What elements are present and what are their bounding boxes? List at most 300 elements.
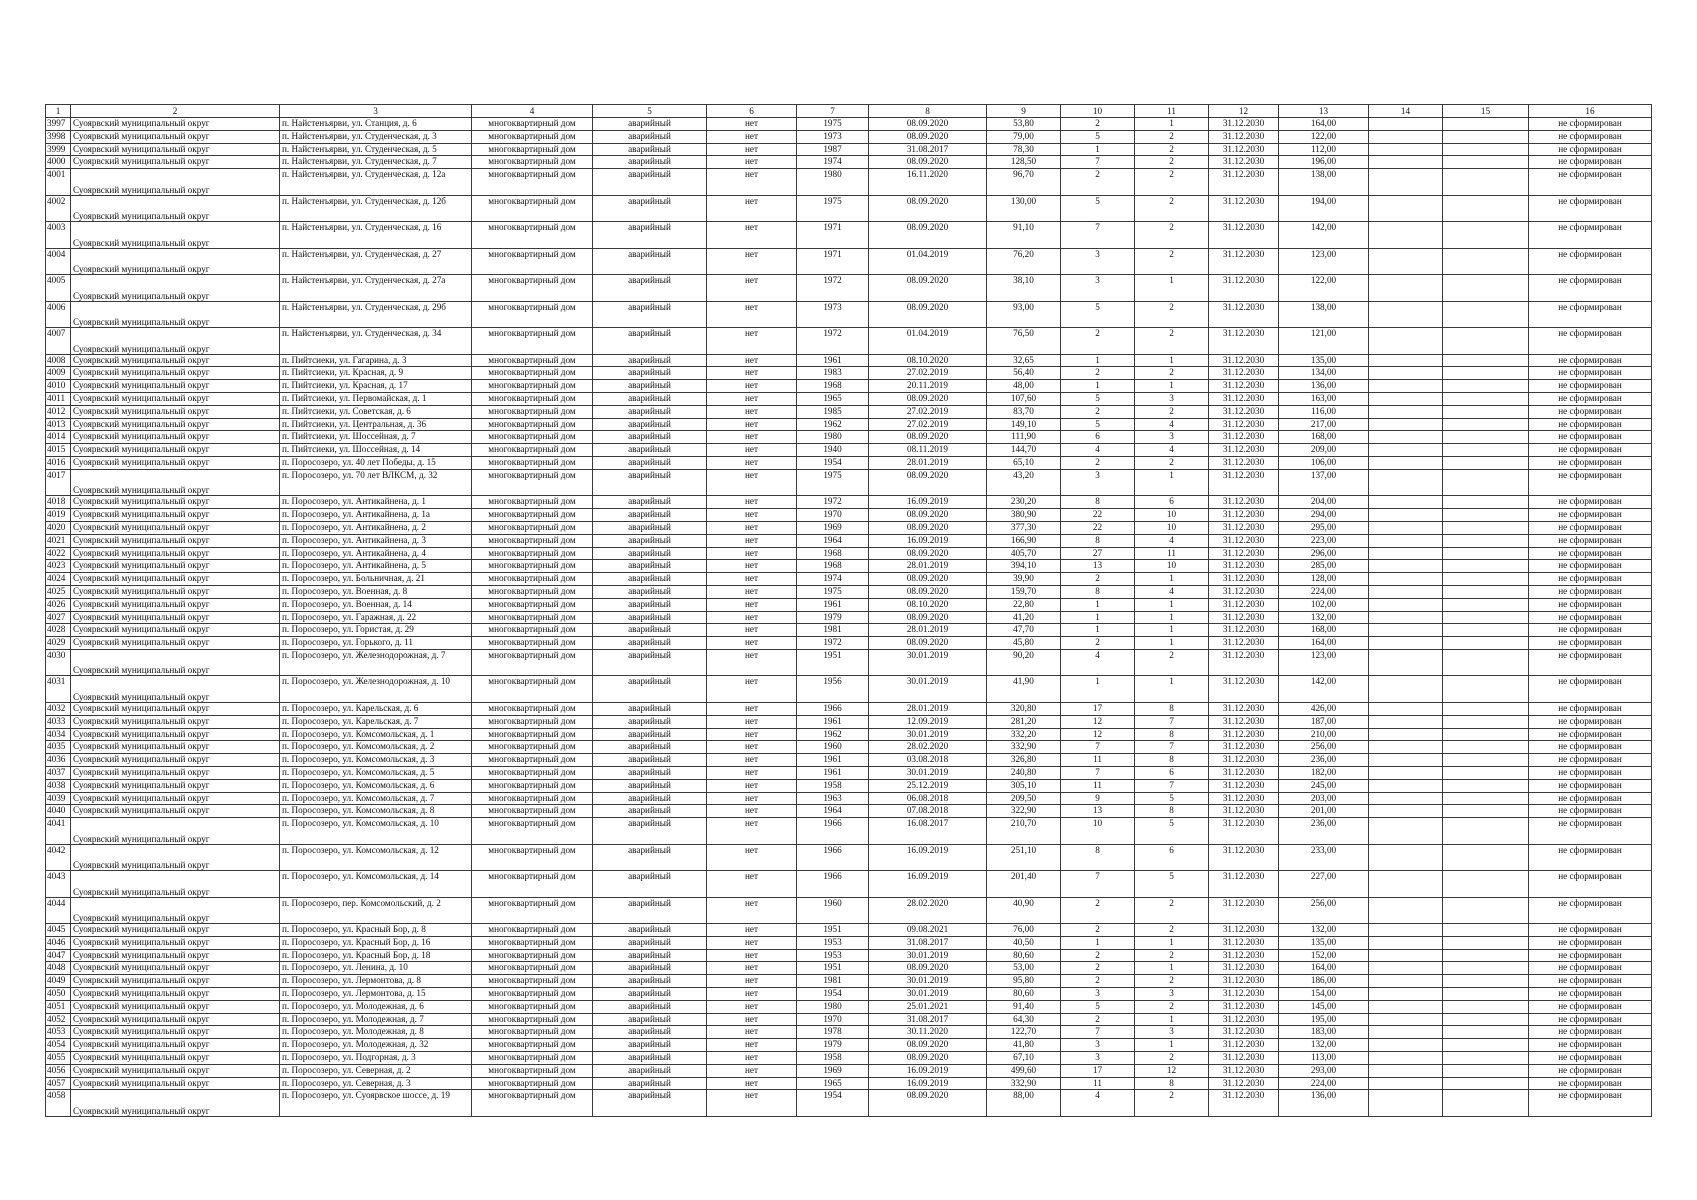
flag-cell: нет [707,949,797,962]
deadline-cell: 31.12.2030 [1209,405,1279,418]
condition-cell: аварийный [593,222,707,249]
address-cell: п. Поросозеро, ул. Комсомольская, д. 5 [280,766,472,779]
program-status-cell: не сформирован [1529,521,1652,534]
table-row [46,871,1652,898]
deadline-cell: 31.12.2030 [1209,573,1279,586]
flag-cell: нет [707,469,797,496]
empty-cell [1443,1039,1529,1052]
date-cell: 08.09.2020 [869,469,987,496]
condition-cell: аварийный [593,924,707,937]
empty-cell [1369,393,1443,406]
address-cell: п. Поросозеро, ул. Красный Бор, д. 8 [280,924,472,937]
year-cell: 1979 [797,1039,869,1052]
program-status-cell: не сформирован [1529,367,1652,380]
program-status-cell: не сформирован [1529,754,1652,767]
year-cell: 1954 [797,988,869,1001]
date-cell: 16.09.2019 [869,844,987,871]
cost-cell: 138,00 [1279,169,1369,196]
program-status-cell: не сформирован [1529,248,1652,275]
program-status-cell: не сформирован [1529,818,1652,845]
row-number-cell: 4057 [46,1077,71,1090]
owners-cell: 1 [1135,275,1209,302]
empty-cell [1369,924,1443,937]
owners-cell: 3 [1135,431,1209,444]
empty-cell [1369,1039,1443,1052]
year-cell: 1974 [797,573,869,586]
owners-cell: 12 [1135,1064,1209,1077]
table-row [46,275,1652,302]
owners-cell: 10 [1135,521,1209,534]
address-cell: п. Поросозеро, ул. Железнодорожная, д. 10 [280,676,472,703]
owners-cell: 2 [1135,248,1209,275]
condition-cell: аварийный [593,649,707,676]
empty-cell [1443,469,1529,496]
owners-cell: 2 [1135,457,1209,470]
building-type-cell: многоквартирный дом [472,818,593,845]
column-number: 5 [593,105,707,118]
flag-cell: нет [707,649,797,676]
deadline-cell: 31.12.2030 [1209,924,1279,937]
area-cell: 326,80 [987,754,1061,767]
cost-cell: 245,00 [1279,779,1369,792]
program-status-cell: не сформирован [1529,444,1652,457]
flag-cell: нет [707,248,797,275]
cost-cell: 168,00 [1279,624,1369,637]
municipality-cell: Суоярвский муниципальный округ [71,573,280,586]
flag-cell: нет [707,975,797,988]
year-cell: 1969 [797,521,869,534]
cost-cell: 121,00 [1279,328,1369,355]
residents-cell: 7 [1061,766,1135,779]
date-cell: 08.09.2020 [869,130,987,143]
area-cell: 240,80 [987,766,1061,779]
program-status-cell: не сформирован [1529,585,1652,598]
empty-cell [1369,301,1443,328]
area-cell: 40,50 [987,936,1061,949]
deadline-cell: 31.12.2030 [1209,1013,1279,1026]
table-row [46,637,1652,650]
residents-cell: 2 [1061,637,1135,650]
building-type-cell: многоквартирный дом [472,975,593,988]
empty-cell [1369,573,1443,586]
flag-cell: нет [707,1077,797,1090]
address-cell: п. Найстенъярви, ул. Студенческая, д. 3 [280,130,472,143]
residents-cell: 8 [1061,496,1135,509]
municipality-cell: Суоярвский муниципальный округ [71,521,280,534]
municipality-cell: Суоярвский муниципальный округ [71,741,280,754]
row-number-cell: 4037 [46,766,71,779]
table-row [46,988,1652,1001]
residents-cell: 8 [1061,844,1135,871]
residents-cell: 2 [1061,962,1135,975]
empty-cell [1369,275,1443,302]
owners-cell: 5 [1135,818,1209,845]
program-status-cell: не сформирован [1529,469,1652,496]
residents-cell: 8 [1061,534,1135,547]
column-number: 12 [1209,105,1279,118]
municipality-cell: Суоярвский муниципальный округ [71,444,280,457]
flag-cell: нет [707,871,797,898]
year-cell: 1970 [797,509,869,522]
address-cell: п. Поросозеро, ул. Подгорная, д. 3 [280,1052,472,1065]
flag-cell: нет [707,418,797,431]
deadline-cell: 31.12.2030 [1209,560,1279,573]
date-cell: 08.09.2020 [869,301,987,328]
residents-cell: 13 [1061,560,1135,573]
empty-cell [1443,380,1529,393]
row-number-cell: 4009 [46,367,71,380]
residents-cell: 22 [1061,521,1135,534]
residents-cell: 17 [1061,1064,1135,1077]
empty-cell [1443,156,1529,169]
owners-cell: 1 [1135,611,1209,624]
condition-cell: аварийный [593,534,707,547]
cost-cell: 142,00 [1279,676,1369,703]
cost-cell: 223,00 [1279,534,1369,547]
empty-cell [1443,962,1529,975]
municipality-cell: Суоярвский муниципальный округ [71,130,280,143]
program-status-cell: не сформирован [1529,1000,1652,1013]
empty-cell [1443,624,1529,637]
residents-cell: 1 [1061,598,1135,611]
municipality-cell: Суоярвский муниципальный округ [71,118,280,131]
table-row [46,624,1652,637]
owners-cell: 8 [1135,702,1209,715]
residents-cell: 1 [1061,611,1135,624]
deadline-cell: 31.12.2030 [1209,975,1279,988]
date-cell: 30.01.2019 [869,988,987,1001]
building-type-cell: многоквартирный дом [472,457,593,470]
year-cell: 1970 [797,1013,869,1026]
table-row [46,496,1652,509]
municipality-cell: Суоярвский муниципальный округ [71,611,280,624]
condition-cell: аварийный [593,431,707,444]
program-status-cell: не сформирован [1529,715,1652,728]
cost-cell: 285,00 [1279,560,1369,573]
owners-cell: 4 [1135,418,1209,431]
municipality-cell: Суоярвский муниципальный округ [71,301,280,328]
building-type-cell: многоквартирный дом [472,1052,593,1065]
condition-cell: аварийный [593,521,707,534]
deadline-cell: 31.12.2030 [1209,367,1279,380]
flag-cell: нет [707,792,797,805]
row-number-cell: 4029 [46,637,71,650]
row-number-cell: 4047 [46,949,71,962]
date-cell: 25.01.2021 [869,1000,987,1013]
date-cell: 12.09.2019 [869,715,987,728]
empty-cell [1443,457,1529,470]
empty-cell [1443,509,1529,522]
row-number-cell: 4026 [46,598,71,611]
row-number-cell: 4017 [46,469,71,496]
empty-cell [1443,988,1529,1001]
address-cell: п. Поросозеро, ул. Горького, д. 11 [280,637,472,650]
table-row [46,649,1652,676]
cost-cell: 209,00 [1279,444,1369,457]
deadline-cell: 31.12.2030 [1209,988,1279,1001]
flag-cell: нет [707,521,797,534]
flag-cell: нет [707,1090,797,1117]
year-cell: 1960 [797,741,869,754]
municipality-cell: Суоярвский муниципальный округ [71,585,280,598]
year-cell: 1979 [797,611,869,624]
table-row [46,766,1652,779]
table-row [46,301,1652,328]
area-cell: 38,10 [987,275,1061,302]
empty-cell [1369,248,1443,275]
empty-cell [1443,248,1529,275]
year-cell: 1963 [797,792,869,805]
flag-cell: нет [707,844,797,871]
residents-cell: 7 [1061,871,1135,898]
flag-cell: нет [707,130,797,143]
deadline-cell: 31.12.2030 [1209,143,1279,156]
date-cell: 08.09.2020 [869,637,987,650]
empty-cell [1369,962,1443,975]
date-cell: 01.04.2019 [869,248,987,275]
year-cell: 1978 [797,1026,869,1039]
empty-cell [1443,1052,1529,1065]
row-number-cell: 4056 [46,1064,71,1077]
condition-cell: аварийный [593,457,707,470]
flag-cell: нет [707,169,797,196]
date-cell: 08.09.2020 [869,222,987,249]
area-cell: 93,00 [987,301,1061,328]
year-cell: 1972 [797,328,869,355]
row-number-cell: 4035 [46,741,71,754]
area-cell: 320,80 [987,702,1061,715]
row-number-cell: 4010 [46,380,71,393]
deadline-cell: 31.12.2030 [1209,418,1279,431]
address-cell: п. Найстенъярви, ул. Студенческая, д. 16 [280,222,472,249]
residents-cell: 2 [1061,118,1135,131]
condition-cell: аварийный [593,169,707,196]
residents-cell: 5 [1061,393,1135,406]
deadline-cell: 31.12.2030 [1209,169,1279,196]
residents-cell: 7 [1061,222,1135,249]
column-number-row [46,105,1652,118]
flag-cell: нет [707,1026,797,1039]
table-row [46,534,1652,547]
empty-cell [1369,1000,1443,1013]
residents-cell: 3 [1061,988,1135,1001]
deadline-cell: 31.12.2030 [1209,393,1279,406]
empty-cell [1369,222,1443,249]
municipality-cell: Суоярвский муниципальный округ [71,766,280,779]
condition-cell: аварийный [593,1026,707,1039]
empty-cell [1369,496,1443,509]
program-status-cell: не сформирован [1529,156,1652,169]
year-cell: 1965 [797,1077,869,1090]
municipality-cell: Суоярвский муниципальный округ [71,457,280,470]
address-cell: п. Поросозеро, ул. Красный Бор, д. 18 [280,949,472,962]
year-cell: 1981 [797,624,869,637]
residents-cell: 5 [1061,195,1135,222]
row-number-cell: 4000 [46,156,71,169]
flag-cell: нет [707,380,797,393]
area-cell: 76,00 [987,924,1061,937]
date-cell: 16.09.2019 [869,1064,987,1077]
municipality-cell: Суоярвский муниципальный округ [71,598,280,611]
empty-cell [1369,1013,1443,1026]
owners-cell: 7 [1135,741,1209,754]
table-row [46,1000,1652,1013]
empty-cell [1369,469,1443,496]
flag-cell: нет [707,702,797,715]
building-type-cell: многоквартирный дом [472,496,593,509]
municipality-cell: Суоярвский муниципальный округ [71,754,280,767]
empty-cell [1369,169,1443,196]
area-cell: 80,60 [987,988,1061,1001]
program-status-cell: не сформирован [1529,534,1652,547]
cost-cell: 295,00 [1279,521,1369,534]
row-number-cell: 4045 [46,924,71,937]
program-status-cell: не сформирован [1529,275,1652,302]
table-body [46,105,1652,1117]
date-cell: 16.09.2019 [869,1077,987,1090]
cost-cell: 136,00 [1279,1090,1369,1117]
area-cell: 144,70 [987,444,1061,457]
deadline-cell: 31.12.2030 [1209,444,1279,457]
housing-register-table [45,104,1652,1117]
condition-cell: аварийный [593,195,707,222]
empty-cell [1369,405,1443,418]
row-number-cell: 4025 [46,585,71,598]
condition-cell: аварийный [593,130,707,143]
area-cell: 79,00 [987,130,1061,143]
residents-cell: 2 [1061,949,1135,962]
year-cell: 1987 [797,143,869,156]
deadline-cell: 31.12.2030 [1209,949,1279,962]
deadline-cell: 31.12.2030 [1209,275,1279,302]
year-cell: 1961 [797,354,869,367]
municipality-cell: Суоярвский муниципальный округ [71,676,280,703]
cost-cell: 154,00 [1279,988,1369,1001]
owners-cell: 8 [1135,805,1209,818]
register-sheet [45,104,1651,1117]
condition-cell: аварийный [593,1013,707,1026]
empty-cell [1443,637,1529,650]
date-cell: 08.10.2020 [869,598,987,611]
table-row [46,444,1652,457]
municipality-cell: Суоярвский муниципальный округ [71,195,280,222]
building-type-cell: многоквартирный дом [472,792,593,805]
condition-cell: аварийный [593,611,707,624]
empty-cell [1443,1077,1529,1090]
deadline-cell: 31.12.2030 [1209,598,1279,611]
program-status-cell: не сформирован [1529,897,1652,924]
date-cell: 28.01.2019 [869,457,987,470]
address-cell: п. Поросозеро, ул. Комсомольская, д. 6 [280,779,472,792]
date-cell: 08.09.2020 [869,275,987,302]
year-cell: 1953 [797,949,869,962]
address-cell: п. Пийтсиеки, ул. Красная, д. 9 [280,367,472,380]
area-cell: 149,10 [987,418,1061,431]
empty-cell [1443,975,1529,988]
residents-cell: 8 [1061,585,1135,598]
date-cell: 28.01.2019 [869,702,987,715]
deadline-cell: 31.12.2030 [1209,792,1279,805]
residents-cell: 17 [1061,702,1135,715]
date-cell: 30.01.2019 [869,649,987,676]
year-cell: 1961 [797,598,869,611]
empty-cell [1443,728,1529,741]
empty-cell [1369,521,1443,534]
cost-cell: 186,00 [1279,975,1369,988]
address-cell: п. Поросозеро, ул. 70 лет ВЛКСМ, д. 32 [280,469,472,496]
flag-cell: нет [707,457,797,470]
program-status-cell: не сформирован [1529,924,1652,937]
year-cell: 1953 [797,936,869,949]
date-cell: 16.09.2019 [869,871,987,898]
deadline-cell: 31.12.2030 [1209,301,1279,328]
table-row [46,844,1652,871]
empty-cell [1369,560,1443,573]
municipality-cell: Суоярвский муниципальный округ [71,275,280,302]
building-type-cell: многоквартирный дом [472,1013,593,1026]
table-row [46,380,1652,393]
condition-cell: аварийный [593,754,707,767]
condition-cell: аварийный [593,418,707,431]
flag-cell: нет [707,754,797,767]
residents-cell: 1 [1061,143,1135,156]
year-cell: 1961 [797,715,869,728]
date-cell: 09.08.2021 [869,924,987,937]
row-number-cell: 4005 [46,275,71,302]
deadline-cell: 31.12.2030 [1209,222,1279,249]
row-number-cell: 4050 [46,988,71,1001]
deadline-cell: 31.12.2030 [1209,624,1279,637]
empty-cell [1369,702,1443,715]
empty-cell [1369,741,1443,754]
column-number: 1 [46,105,71,118]
row-number-cell: 4012 [46,405,71,418]
year-cell: 1968 [797,547,869,560]
condition-cell: аварийный [593,598,707,611]
date-cell: 08.09.2020 [869,573,987,586]
year-cell: 1971 [797,222,869,249]
column-number: 14 [1369,105,1443,118]
flag-cell: нет [707,143,797,156]
program-status-cell: не сформирован [1529,598,1652,611]
cost-cell: 152,00 [1279,949,1369,962]
empty-cell [1443,1000,1529,1013]
municipality-cell: Суоярвский муниципальный округ [71,418,280,431]
municipality-cell: Суоярвский муниципальный округ [71,222,280,249]
flag-cell: нет [707,534,797,547]
area-cell: 41,20 [987,611,1061,624]
year-cell: 1972 [797,275,869,302]
municipality-cell: Суоярвский муниципальный округ [71,818,280,845]
program-status-cell: не сформирован [1529,195,1652,222]
table-row [46,676,1652,703]
building-type-cell: многоквартирный дом [472,222,593,249]
area-cell: 47,70 [987,624,1061,637]
address-cell: п. Поросозеро, ул. Молодежная, д. 7 [280,1013,472,1026]
empty-cell [1443,715,1529,728]
cost-cell: 195,00 [1279,1013,1369,1026]
owners-cell: 3 [1135,393,1209,406]
empty-cell [1443,275,1529,302]
date-cell: 31.08.2017 [869,143,987,156]
building-type-cell: многоквартирный дом [472,649,593,676]
area-cell: 48,00 [987,380,1061,393]
row-number-cell: 4003 [46,222,71,249]
row-number-cell: 4030 [46,649,71,676]
condition-cell: аварийный [593,469,707,496]
owners-cell: 6 [1135,496,1209,509]
address-cell: п. Поросозеро, ул. Северная, д. 3 [280,1077,472,1090]
